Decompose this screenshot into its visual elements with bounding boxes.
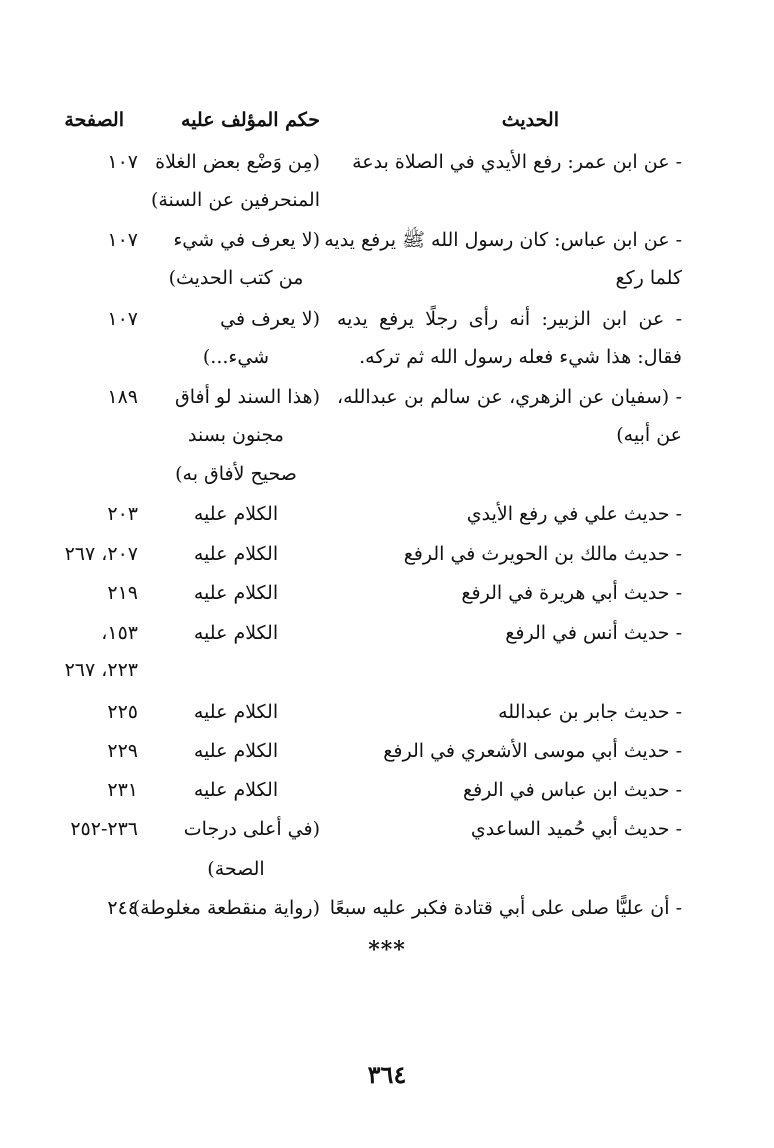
page-reference: ٢٢٣، ٢٦٧ xyxy=(64,659,138,681)
hadith-text: - حديث أبي هريرة في الرفع xyxy=(461,582,682,604)
hadith-text: - حديث أبي موسى الأشعري في الرفع xyxy=(383,740,682,762)
hukm-text: الكلام عليه xyxy=(193,779,279,801)
hadith-text: - حديث علي في رفع الأيدي xyxy=(466,503,682,525)
page-reference: ٢٣١ xyxy=(107,779,138,801)
hukm-text: (لا يعرف في xyxy=(220,308,320,330)
hukm-text: (مِن وَضْع بعض الغلاة xyxy=(155,151,320,173)
hadith-text: كلما ركع xyxy=(615,267,682,289)
page-reference: ٢٠٧، ٢٦٧ xyxy=(64,543,138,565)
hadith-text: عن أبيه) xyxy=(616,424,682,446)
hukm-text: (رواية منقطعة مغلوطة) xyxy=(132,897,320,919)
hadith-text: - (سفيان عن الزهري، عن سالم بن عبدالله، xyxy=(337,386,682,408)
hukm-text: مجنون بسند xyxy=(188,424,284,446)
hukm-text: الكلام عليه xyxy=(193,740,279,762)
page-reference: ١٠٧ xyxy=(107,151,138,173)
page-reference: ١٨٩ xyxy=(107,386,138,408)
page-reference: ٢٢٩ xyxy=(107,740,138,762)
hadith-text: - حديث مالك بن الحويرث في الرفع xyxy=(403,543,682,565)
page-reference: ١٠٧ xyxy=(107,229,138,251)
page-reference: ٢٠٣ xyxy=(107,503,138,525)
hukm-text: الكلام عليه xyxy=(193,582,279,604)
header-hadith: الحديث xyxy=(501,109,559,131)
hadith-text: فقال: هذا شيء فعله رسول الله ثم تركه. xyxy=(359,346,682,368)
hadith-text: - حديث أبي حُميد الساعدي xyxy=(470,818,682,840)
hadith-text: - عن ابن الزبير: أنه رأى رجلًا يرفع يديه xyxy=(337,308,682,330)
page-reference: ١٠٧ xyxy=(107,308,138,330)
page-reference: ١٥٣، xyxy=(101,622,138,644)
hadith-text: - حديث أنس في الرفع xyxy=(505,622,682,644)
page-reference: ٢٤٤ xyxy=(107,897,138,919)
page-reference: ٢٣٦-٢٥٢ xyxy=(70,818,138,840)
hukm-text: المنحرفين عن السنة) xyxy=(150,189,320,211)
hukm-text: الكلام عليه xyxy=(193,622,279,644)
page-number: ٣٦٤ xyxy=(367,1060,407,1089)
header-hukm: حكم المؤلف عليه xyxy=(181,109,320,131)
hukm-text: من كتب الحديث) xyxy=(168,267,304,289)
hukm-text: (لا يعرف في شيء xyxy=(173,229,320,251)
hukm-text: الكلام عليه xyxy=(193,543,279,565)
page-reference: ٢٢٥ xyxy=(107,701,138,723)
hadith-text: - أن عليًّا صلى على أبي قتادة فكبر عليه سبعًا xyxy=(329,897,682,919)
hadith-text: - عن ابن عباس: كان رسول الله ﷺ يرفع يديه xyxy=(324,229,682,251)
hukm-text: شيء...) xyxy=(202,346,270,368)
page-reference: ٢١٩ xyxy=(107,582,138,604)
hukm-text: صحيح لأفاق به) xyxy=(175,463,297,485)
hadith-text: - حديث ابن عباس في الرفع xyxy=(462,779,682,801)
hukm-text: الصحة) xyxy=(207,858,265,880)
hadith-text: - عن ابن عمر: رفع الأيدي في الصلاة بدعة xyxy=(352,151,682,173)
hukm-text: الكلام عليه xyxy=(193,701,279,723)
hukm-text: (في أعلى درجات xyxy=(183,818,320,840)
hadith-text: - حديث جابر بن عبدالله xyxy=(498,701,682,723)
section-separator: *** xyxy=(368,937,406,963)
hukm-text: الكلام عليه xyxy=(193,503,279,525)
hukm-text: (هذا السند لو أفاق xyxy=(174,386,320,408)
header-page: الصفحة xyxy=(64,109,124,131)
